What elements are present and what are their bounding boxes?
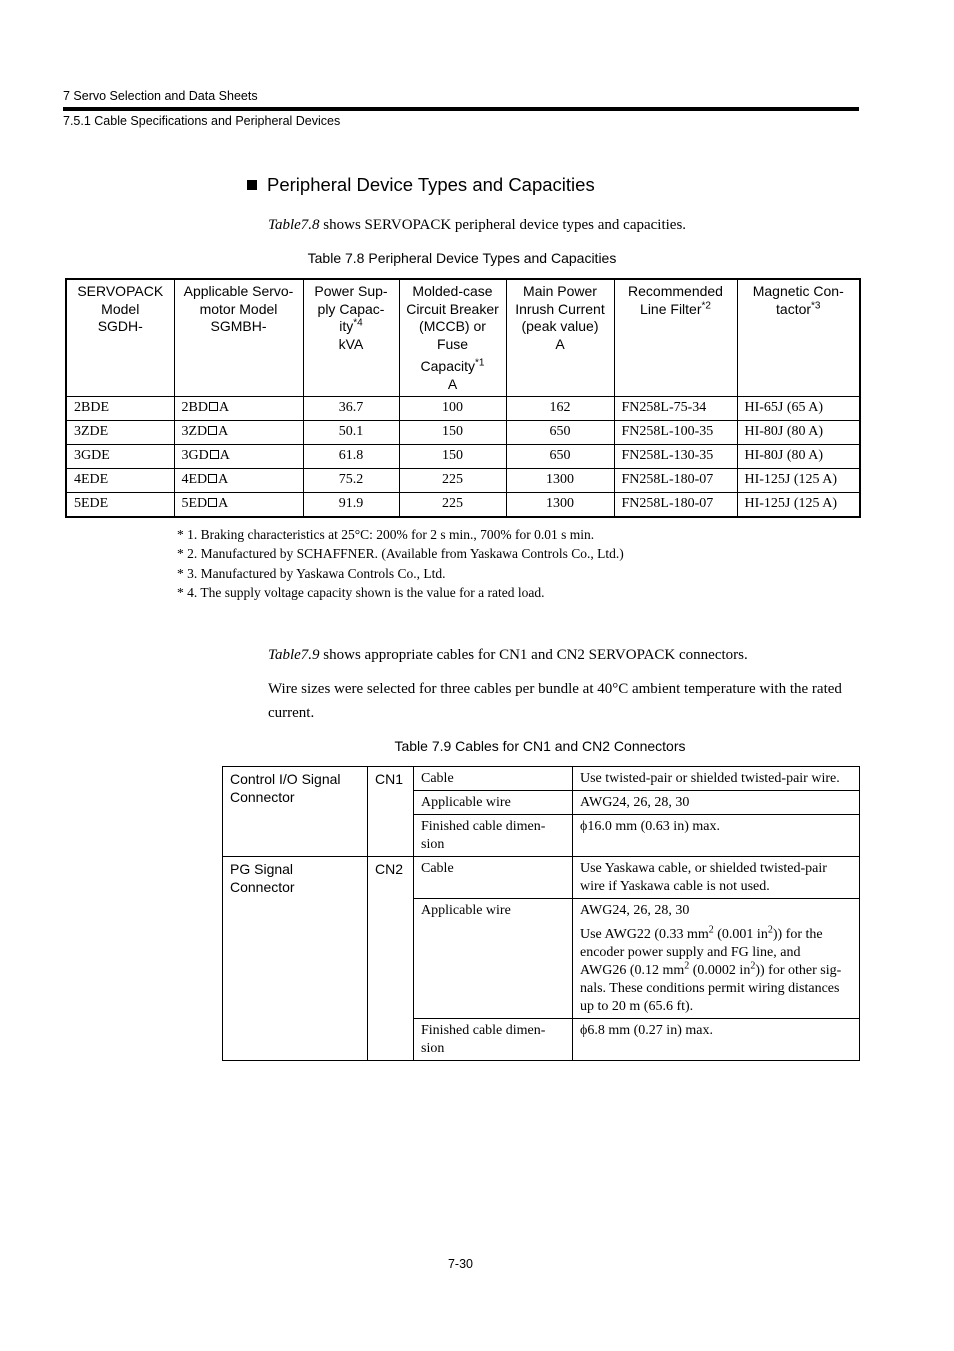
table-row	[66, 445, 860, 469]
header-line-filter: Recommended Line Filter$^{*2}$	[614, 279, 737, 397]
footnotes	[177, 525, 624, 602]
cell-mccb: 225	[399, 493, 506, 518]
cell-contactor: HI-80J (80 A)	[737, 421, 860, 445]
cell-power: 36.7	[303, 397, 399, 421]
header-servopack-model: SERVOPACK Model SGDH-	[66, 279, 174, 397]
cell-label: Applicable wire	[414, 899, 573, 1019]
footnote: * 1. Braking characteristics at 25°C: 200% for 2 s min., 700% for 0.01 s min.	[177, 527, 595, 542]
header-mccb-capacity: Molded-case Circuit Breaker (MCCB) or Fuse Capacity$^{*1}$ A	[399, 279, 506, 397]
header-power-capacity: Power Sup- ply Capac- ity$^{*4}$ kVA	[303, 279, 399, 397]
cell-inrush: 1300	[506, 469, 614, 493]
cell-filter: FN258L-100-35	[614, 421, 737, 445]
table-row	[223, 767, 860, 791]
cell-model: 5EDE	[66, 493, 174, 518]
cell-model: 3ZDE	[66, 421, 174, 445]
table-row	[223, 857, 860, 899]
cables-table	[222, 766, 860, 1061]
intro-paragraph-text: shows SERVOPACK peripheral device types and capacities.	[319, 217, 687, 233]
cell-model: 2BDE	[66, 397, 174, 421]
section-title	[247, 174, 595, 196]
cell-label: Cable	[414, 767, 573, 791]
cell-value: Use Yaskawa cable, or shielded twisted-pair wire if Yaskawa cable is not used.	[573, 857, 860, 899]
table-row	[66, 493, 860, 518]
cell-contactor: HI-80J (80 A)	[737, 445, 860, 469]
cell-inrush: 650	[506, 421, 614, 445]
cell-power: 75.2	[303, 469, 399, 493]
table-caption: Table 7.9 Cables for CN1 and CN2 Connectors	[394, 738, 686, 754]
cell-filter: FN258L-75-34	[614, 397, 737, 421]
table-row	[66, 469, 860, 493]
placeholder-box-icon	[208, 498, 217, 507]
page-number: 7-30	[447, 1257, 474, 1271]
cell-contactor: HI-125J (125 A)	[737, 469, 860, 493]
footnote: * 3. Manufactured by Yaskawa Controls Co., Ltd.	[177, 565, 446, 581]
cell-value: ϕ16.0 mm (0.63 in) max.	[573, 815, 860, 857]
cell-mccb: 225	[399, 469, 506, 493]
footnote: * 4. The supply voltage capacity shown is the value for a rated load.	[177, 584, 545, 600]
wire-size-paragraph: Wire sizes were selected for three cables per bundle at 40°C ambient temperature with the rated current.	[268, 681, 842, 721]
cell-motor: 3GD A	[174, 445, 303, 469]
placeholder-box-icon	[210, 450, 219, 459]
cell-mccb: 100	[399, 397, 506, 421]
cell-model: 4EDE	[66, 469, 174, 493]
placeholder-box-icon	[208, 474, 217, 483]
cell-power: 61.8	[303, 445, 399, 469]
footnote: * 2. Manufactured by SCHAFFNER. (Available from Yaskawa Controls Co., Ltd.)	[177, 546, 624, 562]
table-header-row	[66, 279, 860, 397]
cell-label: Finished cable dimen- sion	[414, 815, 573, 857]
cell-filter: FN258L-180-07	[614, 493, 737, 518]
cell-value: AWG24, 26, 28, 30 Use AWG22 (0.33 $mm^2$ (0.001 $in^2$)) for the encoder power supply and FG line, and AWG26 (0.12 $mm^2$ (0.0002 $in^2$)) for other sig- nals. These conditions permit wiring distances up to 20 m (65.6 ft).	[573, 899, 860, 1019]
header-magnetic-contactor: Magnetic Con- tactor$^{*3}$	[737, 279, 860, 397]
header-rule	[63, 107, 859, 111]
cell-motor: 4ED A	[174, 469, 303, 493]
table-row	[66, 421, 860, 445]
cell-connector-code: CN1	[368, 767, 414, 857]
cell-filter: FN258L-180-07	[614, 469, 737, 493]
cell-inrush: 1300	[506, 493, 614, 518]
cables-paragraph	[268, 643, 748, 667]
cell-mccb: 150	[399, 445, 506, 469]
cell-label: Applicable wire	[414, 791, 573, 815]
table-row	[66, 397, 860, 421]
intro-paragraph	[268, 213, 686, 237]
running-header-chapter: 7 Servo Selection and Data Sheets	[63, 89, 258, 103]
cell-filter: FN258L-130-35	[614, 445, 737, 469]
cell-inrush: 162	[506, 397, 614, 421]
cell-motor: 5ED A	[174, 493, 303, 518]
cell-label: Finished cable dimen- sion	[414, 1019, 573, 1061]
section-title-text: Peripheral Device Types and Capacities	[267, 174, 595, 195]
header-inrush-current: Main Power Inrush Current (peak value) A	[506, 279, 614, 397]
cell-model: 3GDE	[66, 445, 174, 469]
cell-label: Cable	[414, 857, 573, 899]
cell-power: 50.1	[303, 421, 399, 445]
placeholder-box-icon	[209, 402, 218, 411]
cell-contactor: HI-125J (125 A)	[737, 493, 860, 518]
cell-value: AWG24, 26, 28, 30	[573, 791, 860, 815]
cell-motor: 2BD A	[174, 397, 303, 421]
table-ref-link: Table7.8	[268, 217, 320, 233]
peripheral-device-table	[65, 278, 861, 518]
table-ref-link: Table7.9	[268, 647, 320, 663]
running-header-section: 7.5.1 Cable Specifications and Peripheral Devices	[63, 114, 341, 128]
table-caption: Table 7.8 Peripheral Device Types and Capacities	[307, 250, 617, 266]
placeholder-box-icon	[208, 426, 217, 435]
cell-connector-code: CN2	[368, 857, 414, 1061]
cell-inrush: 650	[506, 445, 614, 469]
cell-motor: 3ZD A	[174, 421, 303, 445]
cell-power: 91.9	[303, 493, 399, 518]
cables-paragraph-text: shows appropriate cables for CN1 and CN2 SERVOPACK connectors.	[319, 647, 748, 663]
header-servomotor-model: Applicable Servo- motor Model SGMBH-	[174, 279, 303, 397]
cell-mccb: 150	[399, 421, 506, 445]
square-bullet-icon	[247, 180, 257, 190]
cell-contactor: HI-65J (65 A)	[737, 397, 860, 421]
cell-connector-name: PG Signal Connector	[223, 857, 368, 1061]
cell-value: Use twisted-pair or shielded twisted-pair wire.	[573, 767, 860, 791]
cell-value: ϕ6.8 mm (0.27 in) max.	[573, 1019, 860, 1061]
cell-connector-name: Control I/O Signal Connector	[223, 767, 368, 857]
